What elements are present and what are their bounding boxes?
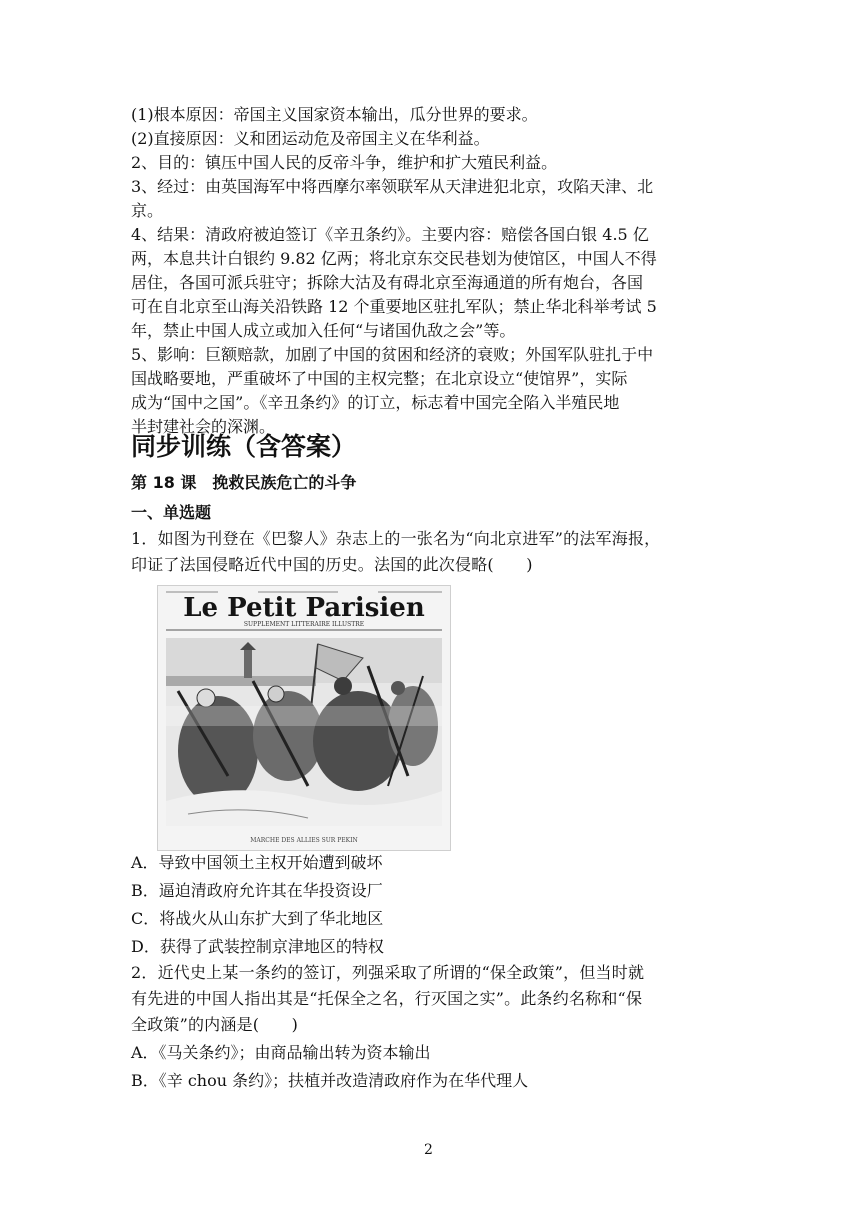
part-title: 一、单选题	[131, 503, 212, 522]
text-line: 可在自北京至山海关沿铁路 12 个重要地区驻扎军队；禁止华北科举考试 5	[131, 297, 657, 316]
q1-option-a: A．导致中国领土主权开始遭到破坏	[131, 853, 383, 872]
q2-stem-line: 有先进的中国人指出其是“托保全之名，行灭国之实”。此条约名称和“保	[131, 989, 643, 1008]
poster-illustration	[158, 586, 450, 850]
page-number: 2	[424, 1142, 433, 1158]
section-title: 同步训练（含答案）	[131, 432, 357, 461]
q2-stem-line: 2．近代史上某一条约的签订，列强采取了所谓的“保全政策”，但当时就	[131, 963, 645, 982]
text-line: (2)直接原因：义和团运动危及帝国主义在华利益。	[131, 129, 490, 148]
poster-masthead: Le Petit Parisien	[183, 593, 425, 623]
text-line: 国战略要地，严重破坏了中国的主权完整；在北京设立“使馆界”，实际	[131, 369, 628, 388]
text-line: 半封建社会的深渊。	[131, 417, 276, 436]
q2-option-b: B．《辛 chou 条约》；扶植并改造清政府作为在华代理人	[131, 1071, 529, 1090]
q2-stem-line: 全政策”的内涵是( )	[131, 1015, 299, 1034]
q1-stem-line: 印证了法国侵略近代中国的历史。法国的此次侵略( )	[131, 555, 533, 574]
q2-option-a: A．《马关条约》；由商品输出转为资本输出	[131, 1043, 431, 1062]
q1-option-c: C．将战火从山东扩大到了华北地区	[131, 909, 384, 928]
text-line: 居住，各国可派兵驻守；拆除大沽及有碍北京至海通道的所有炮台，各国	[131, 273, 644, 292]
text-line: 2、目的：镇压中国人民的反帝斗争，维护和扩大殖民利益。	[131, 153, 558, 172]
text-line: 3、经过：由英国海军中将西摩尔率领联军从天津进犯北京，攻陷天津、北	[131, 177, 654, 196]
text-line: 年，禁止中国人成立或加入任何“与诸国仇敌之会”等。	[131, 321, 516, 340]
text-line: 京。	[131, 201, 164, 220]
q1-stem-line: 1．如图为刊登在《巴黎人》杂志上的一张名为“向北京进军”的法军海报，	[131, 529, 661, 548]
q1-option-b: B．逼迫清政府允许其在华投资设厂	[131, 881, 383, 900]
q1-option-d: D．获得了武装控制京津地区的特权	[131, 937, 384, 956]
text-line: 5、影响：巨额赔款，加剧了中国的贫困和经济的衰败；外国军队驻扎于中	[131, 345, 654, 364]
lesson-title: 第 18 课 挽救民族危亡的斗争	[131, 473, 357, 492]
poster-image	[157, 585, 451, 851]
text-line: 成为“国中之国”。《辛丑条约》的订立，标志着中国完全陷入半殖民地	[131, 393, 620, 412]
poster-subtitle: SUPPLEMENT LITTERAIRE ILLUSTRE	[243, 621, 365, 628]
text-line: 4、结果：清政府被迫签订《辛丑条约》。主要内容：赔偿各国白银 4.5 亿	[131, 225, 649, 244]
poster-caption: MARCHE DES ALLIES SUR PEKIN	[250, 837, 358, 844]
text-line: 两，本息共计白银约 9.82 亿两；将北京东交民巷划为使馆区，中国人不得	[131, 249, 657, 268]
text-line: (1)根本原因：帝国主义国家资本输出，瓜分世界的要求。	[131, 105, 538, 124]
